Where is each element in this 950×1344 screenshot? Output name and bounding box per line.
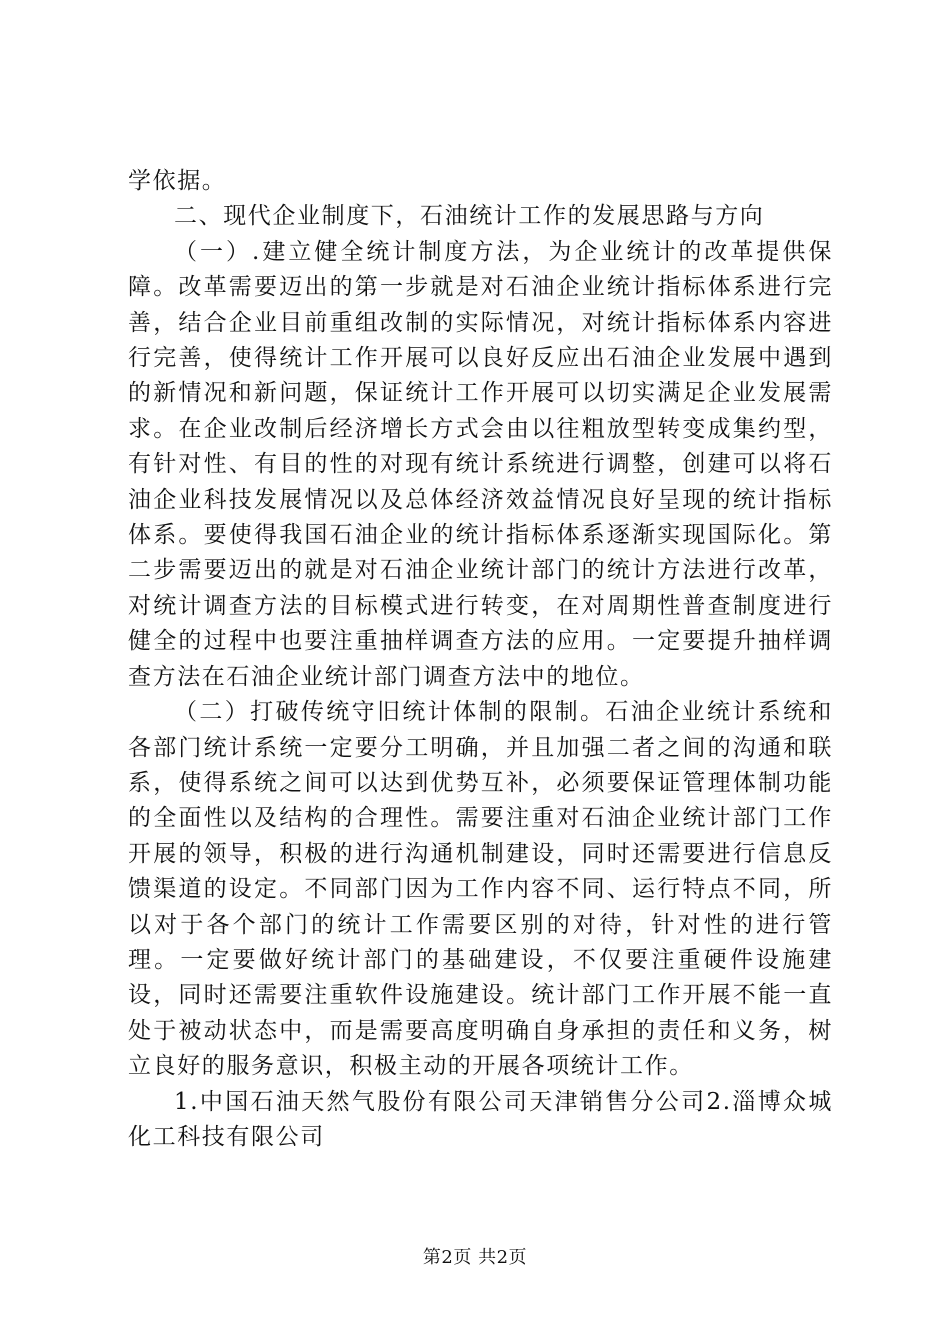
paragraph-continuation: 学依据。 bbox=[128, 168, 227, 194]
author-affiliations: 1.中国石油天然气股份有限公司天津销售分公司2.淄博众城化工科技有限公司 bbox=[128, 1088, 833, 1150]
section-heading: 二、现代企业制度下，石油统计工作的发展思路与方向 bbox=[174, 203, 765, 230]
paragraph-subsection-2: （二）打破传统守旧统计体制的限制。石油企业统计系统和各部门统计系统一定要分工明确，并且加强二者之间的沟通和联系，使得系统之间可以达到优势互补，必须要保证管理体制功能的全面性以及结构的合理性。需要注重对石油企业统计部门工作开展的领导，积极的进行沟通机制建设，同时还需要进行信息反馈渠道的设定。不同部门因为工作内容不同、运行特点不同，所以对于各个部门的统计工作需要区别的对待，针对性的进行管理。一定要做好统计部门的基础建设，不仅要注重硬件设施建设，同时还需要注重软件设施建设。统计部门工作开展不能一直处于被动状态中，而是需要高度明确自身承担的责任和义务，树立良好的服务意识，积极主动的开展各项统计工作。 bbox=[128, 699, 833, 1080]
paragraph-subsection-1: （一）.建立健全统计制度方法，为企业统计的改革提供保障。改革需要迈出的第一步就是对石油企业统计指标体系进行完善，结合企业目前重组改制的实际情况，对统计指标体系内容进行完善，使得统计工作开展可以良好反应出石油企业发展中遇到的新情况和新问题，保证统计工作开展可以切实满足企业发展需求。在企业改制后经济增长方式会由以往粗放型转变成集约型，有针对性、有目的性的对现有统计系统进行调整，创建可以将石油企业科技发展情况以及总体经济效益情况良好呈现的统计指标体系。要使得我国石油企业的统计指标体系逐渐实现国际化。第二步需要迈出的就是对石油企业统计部门的统计方法进行改革，对统计调查方法的目标模式进行转变，在对周期性普查制度进行健全的过程中也要注重抽样调查方法的应用。一定要提升抽样调查方法在石油企业统计部门调查方法中的地位。 bbox=[128, 238, 833, 690]
page-footer: 第2页 共2页 bbox=[422, 1247, 528, 1268]
document-body bbox=[128, 164, 833, 1155]
